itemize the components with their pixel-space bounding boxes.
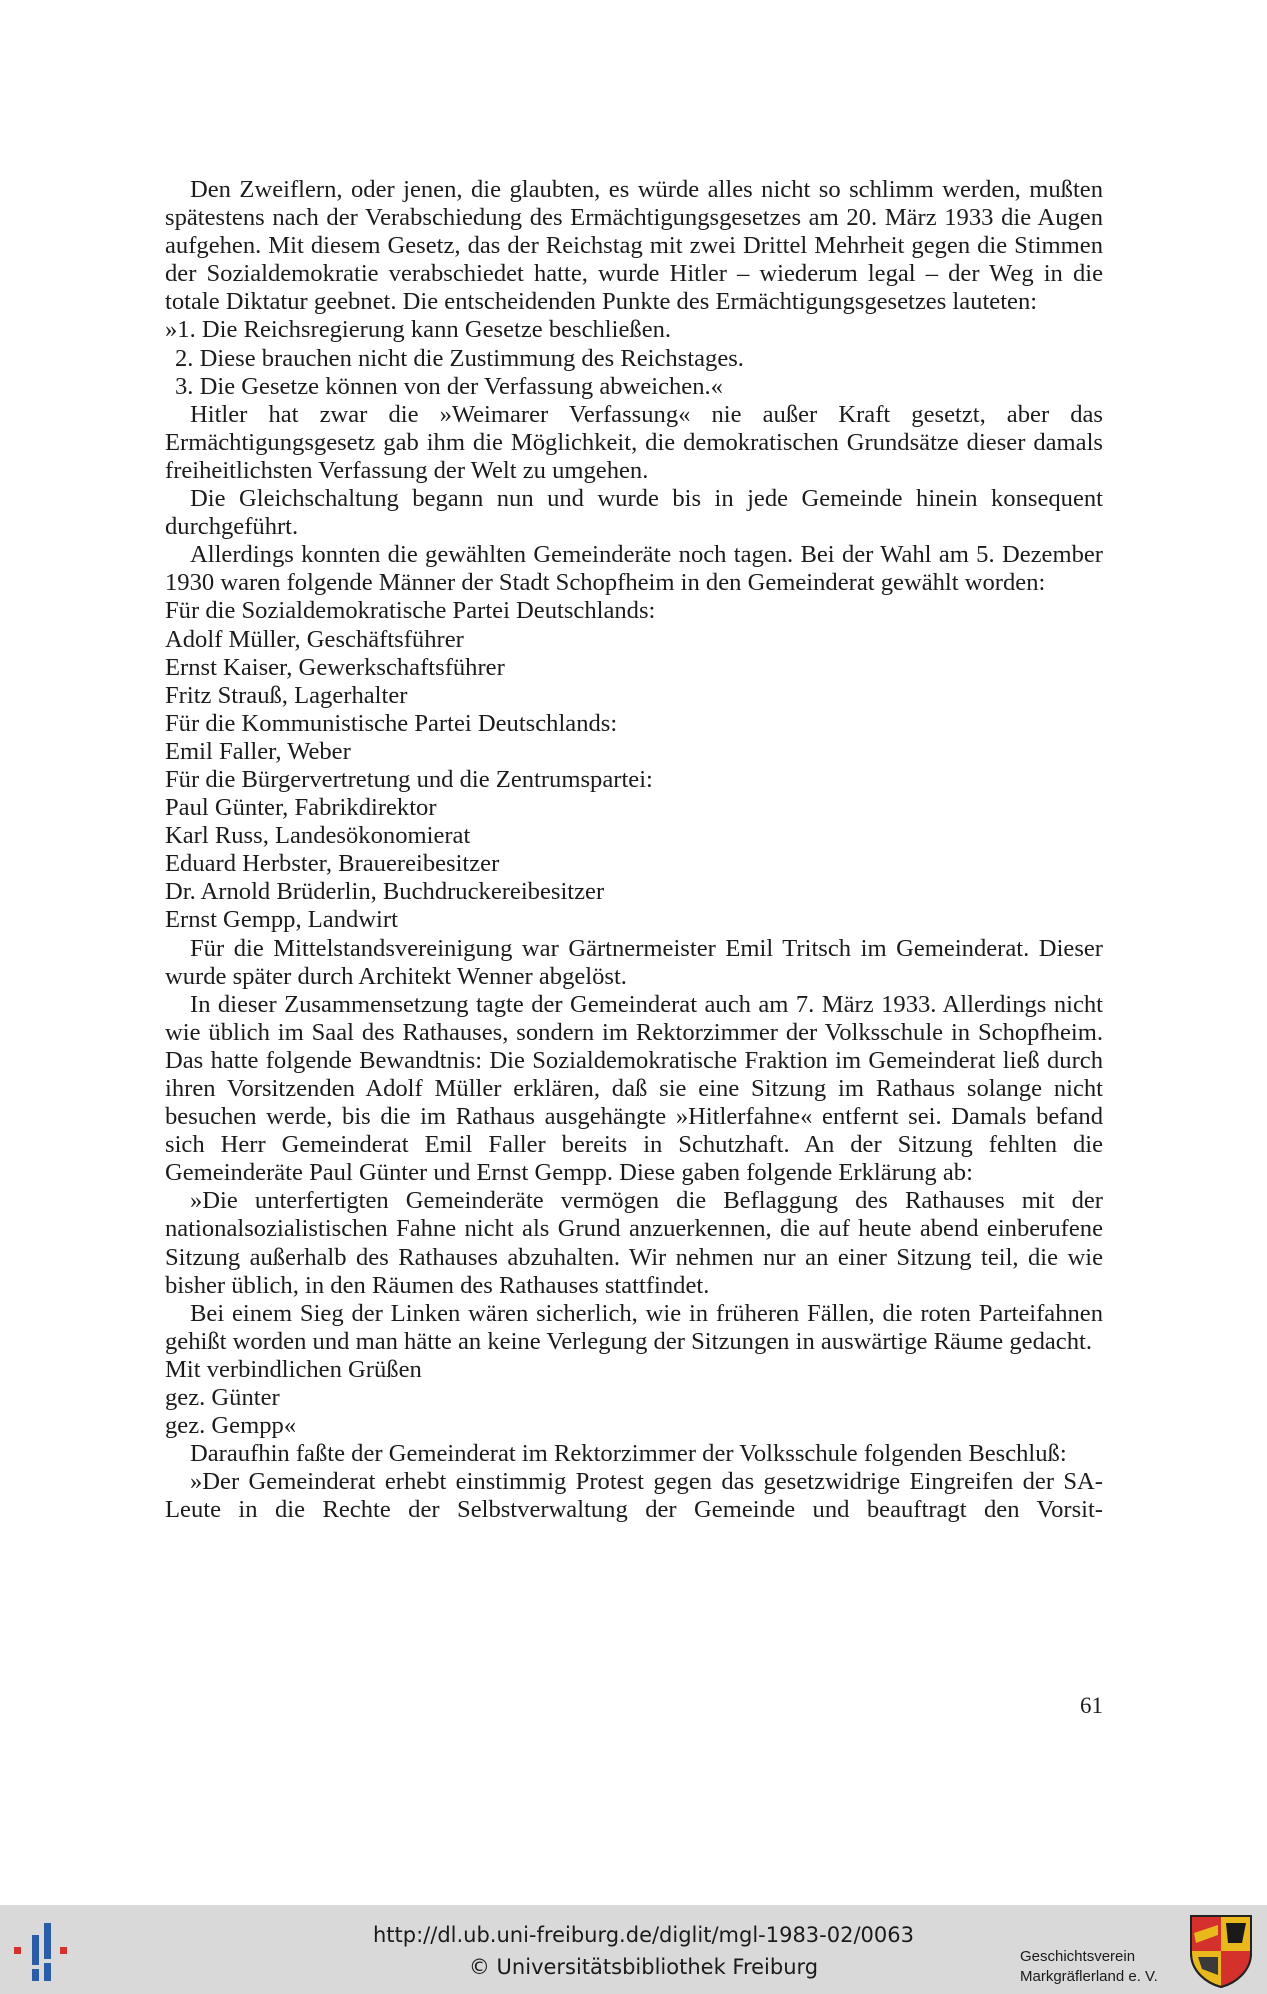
paragraph-declaration-quote: »Die unterfertigten Gemeinderäte vermögen die Beflaggung des Rathauses mit der nationalsozialistischen Fahne nicht als Grund anzuerkennen, die auf heute abend einberufene Sitzung außerhalb des Rathauses abzuhalten. Wir nehmen nur an einer Sitzung teil, die wie bisher üblich, in den Räumen des Rathauses stattfindet. xyxy=(165,1187,1103,1299)
roster-line: Dr. Arnold Brüderlin, Buchdruckereibesitzer xyxy=(165,878,605,906)
roster-line: Emil Faller, Weber xyxy=(165,737,351,765)
source-url-link[interactable]: http://dl.ub.uni-freiburg.de/diglit/mgl-1983-02/0063 xyxy=(372,1923,914,1947)
letter-closing xyxy=(165,1356,1103,1440)
roster-line: Für die Kommunistische Partei Deutschlands: xyxy=(165,709,618,737)
paragraph-declaration-quote-cont: Bei einem Sieg der Linken wären sicherlich, wie in früheren Fällen, die roten Parteifahnen gehißt worden und man hätte an keine Verlegung der Sitzungen in auswärtige Räume gedacht. xyxy=(165,1299,1103,1355)
list-item-text: Die Gesetze können von der Verfassung abweichen.« xyxy=(199,372,723,400)
society-name-line1: Geschichtsverein xyxy=(1020,1948,1136,1965)
list-item xyxy=(165,373,1103,401)
list-item-text: Diese brauchen nicht die Zustimmung des Reichstages. xyxy=(199,344,744,372)
paragraph-mittelstand: Für die Mittelstandsvereinigung war Gärtnermeister Emil Tritsch im Gemeinderat. Dieser wurde später durch Architekt Wenner abgelöst. xyxy=(165,934,1103,990)
roster-line: Ernst Gempp, Landwirt xyxy=(165,906,398,934)
list-item-number: »1. xyxy=(165,316,196,344)
roster-line: Eduard Herbster, Brauereibesitzer xyxy=(165,850,500,878)
roster-line: Adolf Müller, Geschäftsführer xyxy=(165,625,464,653)
closing-line: Mit verbindlichen Grüßen xyxy=(165,1355,422,1383)
roster-line: Paul Günter, Fabrikdirektor xyxy=(165,794,437,822)
paragraph-resolution-intro: Daraufhin faßte der Gemeinderat im Rektorzimmer der Volksschule folgenden Beschluß: xyxy=(190,1440,1067,1468)
list-item-text: Die Reichsregierung kann Gesetze beschließen. xyxy=(201,316,672,344)
society-name-line2: Markgräflerland e. V. xyxy=(1020,1968,1158,1985)
paragraph-enabling-act: Den Zweiflern, oder jenen, die glaubten, es würde alles nicht so schlimm werden, mußten spätestens nach der Verabschiedung des Ermächtigungsgesetzes am 20. März 1933 die Augen aufgehen. Mit diesem Gesetz, das der Reichstag mit zwei Drittel Mehrheit gegen die Stimmen der Sozialdemokratie verabschiedet hatte, wurde Hitler – wiederum legal – der Weg in die totale Diktatur geebnet. Die entscheidenden Punkte des Ermächtigungsgesetzes lauteten: xyxy=(165,176,1103,316)
roster-line: Für die Sozialdemokratische Partei Deutschlands: xyxy=(165,597,656,625)
roster-line: Ernst Kaiser, Gewerkschaftsführer xyxy=(165,653,505,681)
closing-line: gez. Gempp« xyxy=(165,1412,297,1440)
copyright-text: © Universitätsbibliothek Freiburg xyxy=(468,1955,819,1979)
paragraph-resolution-quote: »Der Gemeinderat erhebt einstimmig Protest gegen das gesetzwidrige Eingreifen der SA-Leute in die Rechte der Selbstverwaltung der Gemeinde und beauftragt den Vorsit- xyxy=(165,1468,1103,1524)
paragraph-weimar: Hitler hat zwar die »Weimarer Verfassung« nie außer Kraft gesetzt, aber das Ermächtigungsgesetz gab ihm die Möglichkeit, die demokratischen Grundsätze dieser damals freiheitlichsten Verfassung der Welt zu umgehen. xyxy=(165,400,1103,484)
footer-bar xyxy=(0,1905,1267,1994)
list-item xyxy=(165,316,1103,344)
closing-line: gez. Günter xyxy=(165,1384,280,1412)
list-item-number: 3. xyxy=(175,372,194,400)
roster-line: Für die Bürgervertretung und die Zentrumspartei: xyxy=(165,765,653,793)
paragraph-session-march-1933: In dieser Zusammensetzung tagte der Gemeinderat auch am 7. März 1933. Allerdings nicht wie üblich im Saal des Rathauses, sondern im Rektorzimmer der Volksschule in Schopfheim. Das hatte folgende Bewandtnis: Die Sozialdemokratische Fraktion im Gemeinderat ließ durch ihren Vorsitzenden Adolf Müller erklären, daß sie eine Sitzung im Rathaus solange nicht besuchen werde, bis die im Rathaus ausgehängte »Hitlerfahne« entfernt sei. Damals befand sich Herr Gemeinderat Emil Faller bereits in Schutzhaft. An der Sitzung fehlten die Gemeinderäte Paul Günter und Ernst Gempp. Diese gaben folgende Erklärung ab: xyxy=(165,990,1103,1187)
roster-line: Fritz Strauß, Lagerhalter xyxy=(165,681,408,709)
roster-line: Karl Russ, Landesökonomierat xyxy=(165,822,471,850)
paragraph-election-1930: Allerdings konnten die gewählten Gemeinderäte noch tagen. Bei der Wahl am 5. Dezember 1930 waren folgende Männer der Stadt Schopfheim in den Gemeinderat gewählt worden: xyxy=(165,541,1103,597)
council-roster xyxy=(165,597,1103,934)
list-item xyxy=(165,345,1103,373)
enabling-act-list xyxy=(165,316,1103,400)
list-item-number: 2. xyxy=(175,344,194,372)
paragraph-gleichschaltung: Die Gleichschaltung begann nun und wurde bis in jede Gemeinde hinein konsequent durchgeführt. xyxy=(165,485,1103,541)
page-body xyxy=(165,176,1103,1525)
page-number: 61 xyxy=(1080,1693,1103,1718)
society-name xyxy=(1020,1947,1180,1987)
coat-of-arms-icon xyxy=(1188,1913,1254,1989)
